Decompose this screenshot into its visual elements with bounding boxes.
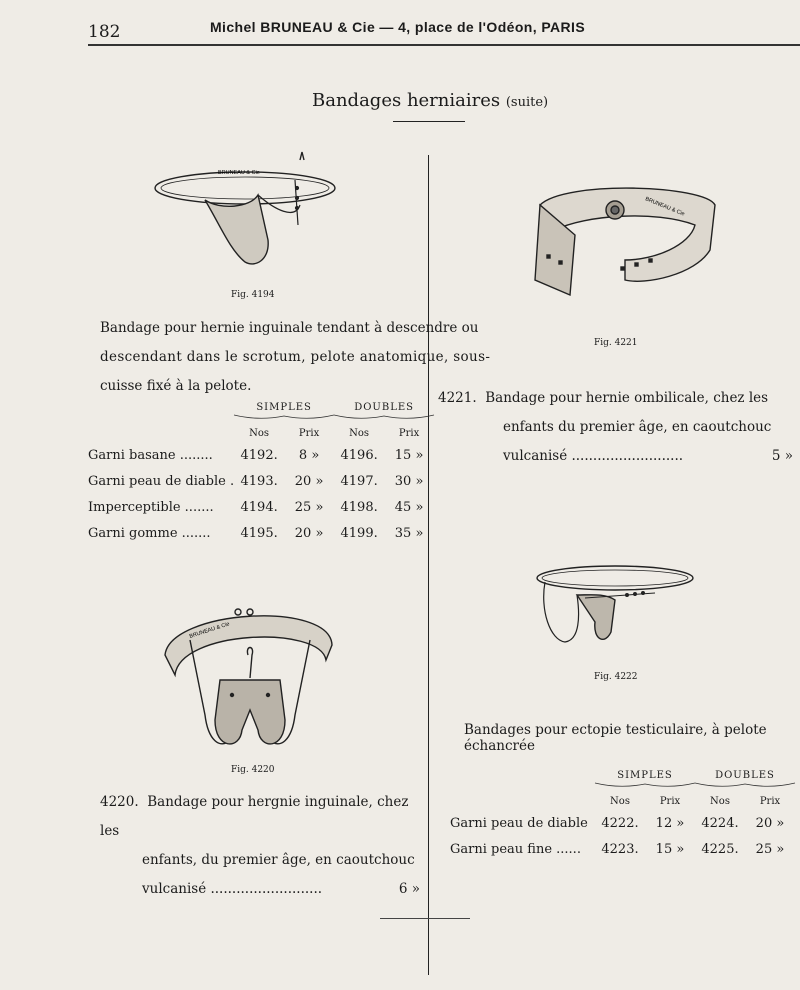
table-row: Imperceptible ....... 4194. 25 » 4198. 45 » bbox=[88, 499, 424, 515]
table-row: Garni basane ........ 4192. 8 » 4196. 15 » bbox=[88, 447, 424, 463]
table-row: Garni gomme ....... 4195. 20 » 4199. 35 » bbox=[88, 525, 424, 541]
desc-line-3: cuisse fixé à la pelote. bbox=[100, 378, 252, 394]
fig-4222-illustration bbox=[535, 560, 700, 670]
col-prix-2: Prix bbox=[398, 427, 420, 439]
price-4220: 6 » bbox=[398, 881, 420, 897]
section-title-suffix: (suite) bbox=[505, 95, 549, 110]
brand-stamp-3: BRUNEAU & Cie bbox=[644, 196, 686, 218]
buckle bbox=[300, 152, 304, 160]
desc-line-2: descendant dans le scrotum, pelote anatomique, sous- bbox=[100, 349, 491, 365]
table-row: Garni peau fine ...... 4223. 15 » 4225. 25 » bbox=[450, 841, 785, 857]
table-column-header: Nos Prix Nos Prix bbox=[610, 795, 781, 807]
section-title bbox=[312, 90, 548, 111]
header-rule bbox=[88, 44, 800, 46]
fig-4194-illustration bbox=[150, 150, 350, 280]
price-table-4192 bbox=[88, 402, 434, 546]
running-header: Michel BRUNEAU & Cie — 4, place de l'Odéon, PARIS bbox=[210, 19, 586, 35]
fig-4220-description: 4220. Bandage pour hergnie inguinale, chez les enfants, du premier âge, en caoutchouc vulcanisé .......................... 6 » bbox=[100, 788, 420, 904]
col-prix: Prix bbox=[298, 427, 320, 439]
group-doubles: DOUBLES bbox=[334, 402, 434, 424]
price-4221: 5 » bbox=[771, 448, 793, 464]
page-number: 182 bbox=[88, 22, 121, 42]
fig-4220-illustration bbox=[160, 600, 340, 760]
table-row: Garni peau de diable . 4193. 20 » 4197. 30 » bbox=[88, 473, 424, 489]
double-pad bbox=[215, 680, 285, 744]
group-simples: SIMPLES bbox=[595, 770, 695, 792]
section-title-text: Bandages herniaires bbox=[312, 90, 501, 111]
fig-4194-description bbox=[100, 314, 490, 401]
fig-4222-label: Fig. 4222 bbox=[594, 672, 638, 682]
thin-belt bbox=[537, 566, 693, 590]
pad bbox=[205, 195, 268, 264]
price-table-4222 bbox=[450, 770, 795, 862]
item-number: 4220. bbox=[100, 794, 139, 810]
table-group-header bbox=[450, 770, 795, 792]
col-no: Nos bbox=[249, 427, 270, 439]
brand-stamp-2: BRUNEAU & Cie bbox=[188, 621, 231, 640]
fig-4194-label: Fig. 4194 bbox=[231, 290, 275, 300]
column-divider bbox=[428, 155, 429, 975]
bottom-rule bbox=[380, 918, 470, 919]
title-underline bbox=[393, 121, 465, 122]
col-no-2: Nos bbox=[349, 427, 370, 439]
group-simples: SIMPLES bbox=[234, 402, 334, 424]
group-doubles: DOUBLES bbox=[695, 770, 795, 792]
table-group-header bbox=[88, 402, 434, 424]
brand-stamp: BRUNEAU & Cie bbox=[218, 170, 260, 176]
fig-4221-illustration bbox=[525, 175, 725, 325]
belt-band bbox=[165, 616, 332, 675]
notched-pad bbox=[577, 595, 615, 640]
fig-4221-label: Fig. 4221 bbox=[594, 338, 638, 348]
item-number: 4221. bbox=[438, 390, 477, 406]
fig-4220-label: Fig. 4220 bbox=[231, 765, 275, 775]
desc-line-1: Bandage pour hernie inguinale tendant à descendre ou bbox=[100, 320, 479, 336]
table-row: Garni peau de diable 4222. 12 » 4224. 20 » bbox=[450, 815, 785, 831]
fig-4222-heading: Bandages pour ectopie testiculaire, à pelote échancrée bbox=[464, 722, 767, 754]
fig-4221-description: 4221. Bandage pour hernie ombilicale, chez les enfants du premier âge, en caoutchouc vulcanisé .......................... 5 » bbox=[438, 384, 793, 471]
table-column-header bbox=[88, 424, 434, 442]
